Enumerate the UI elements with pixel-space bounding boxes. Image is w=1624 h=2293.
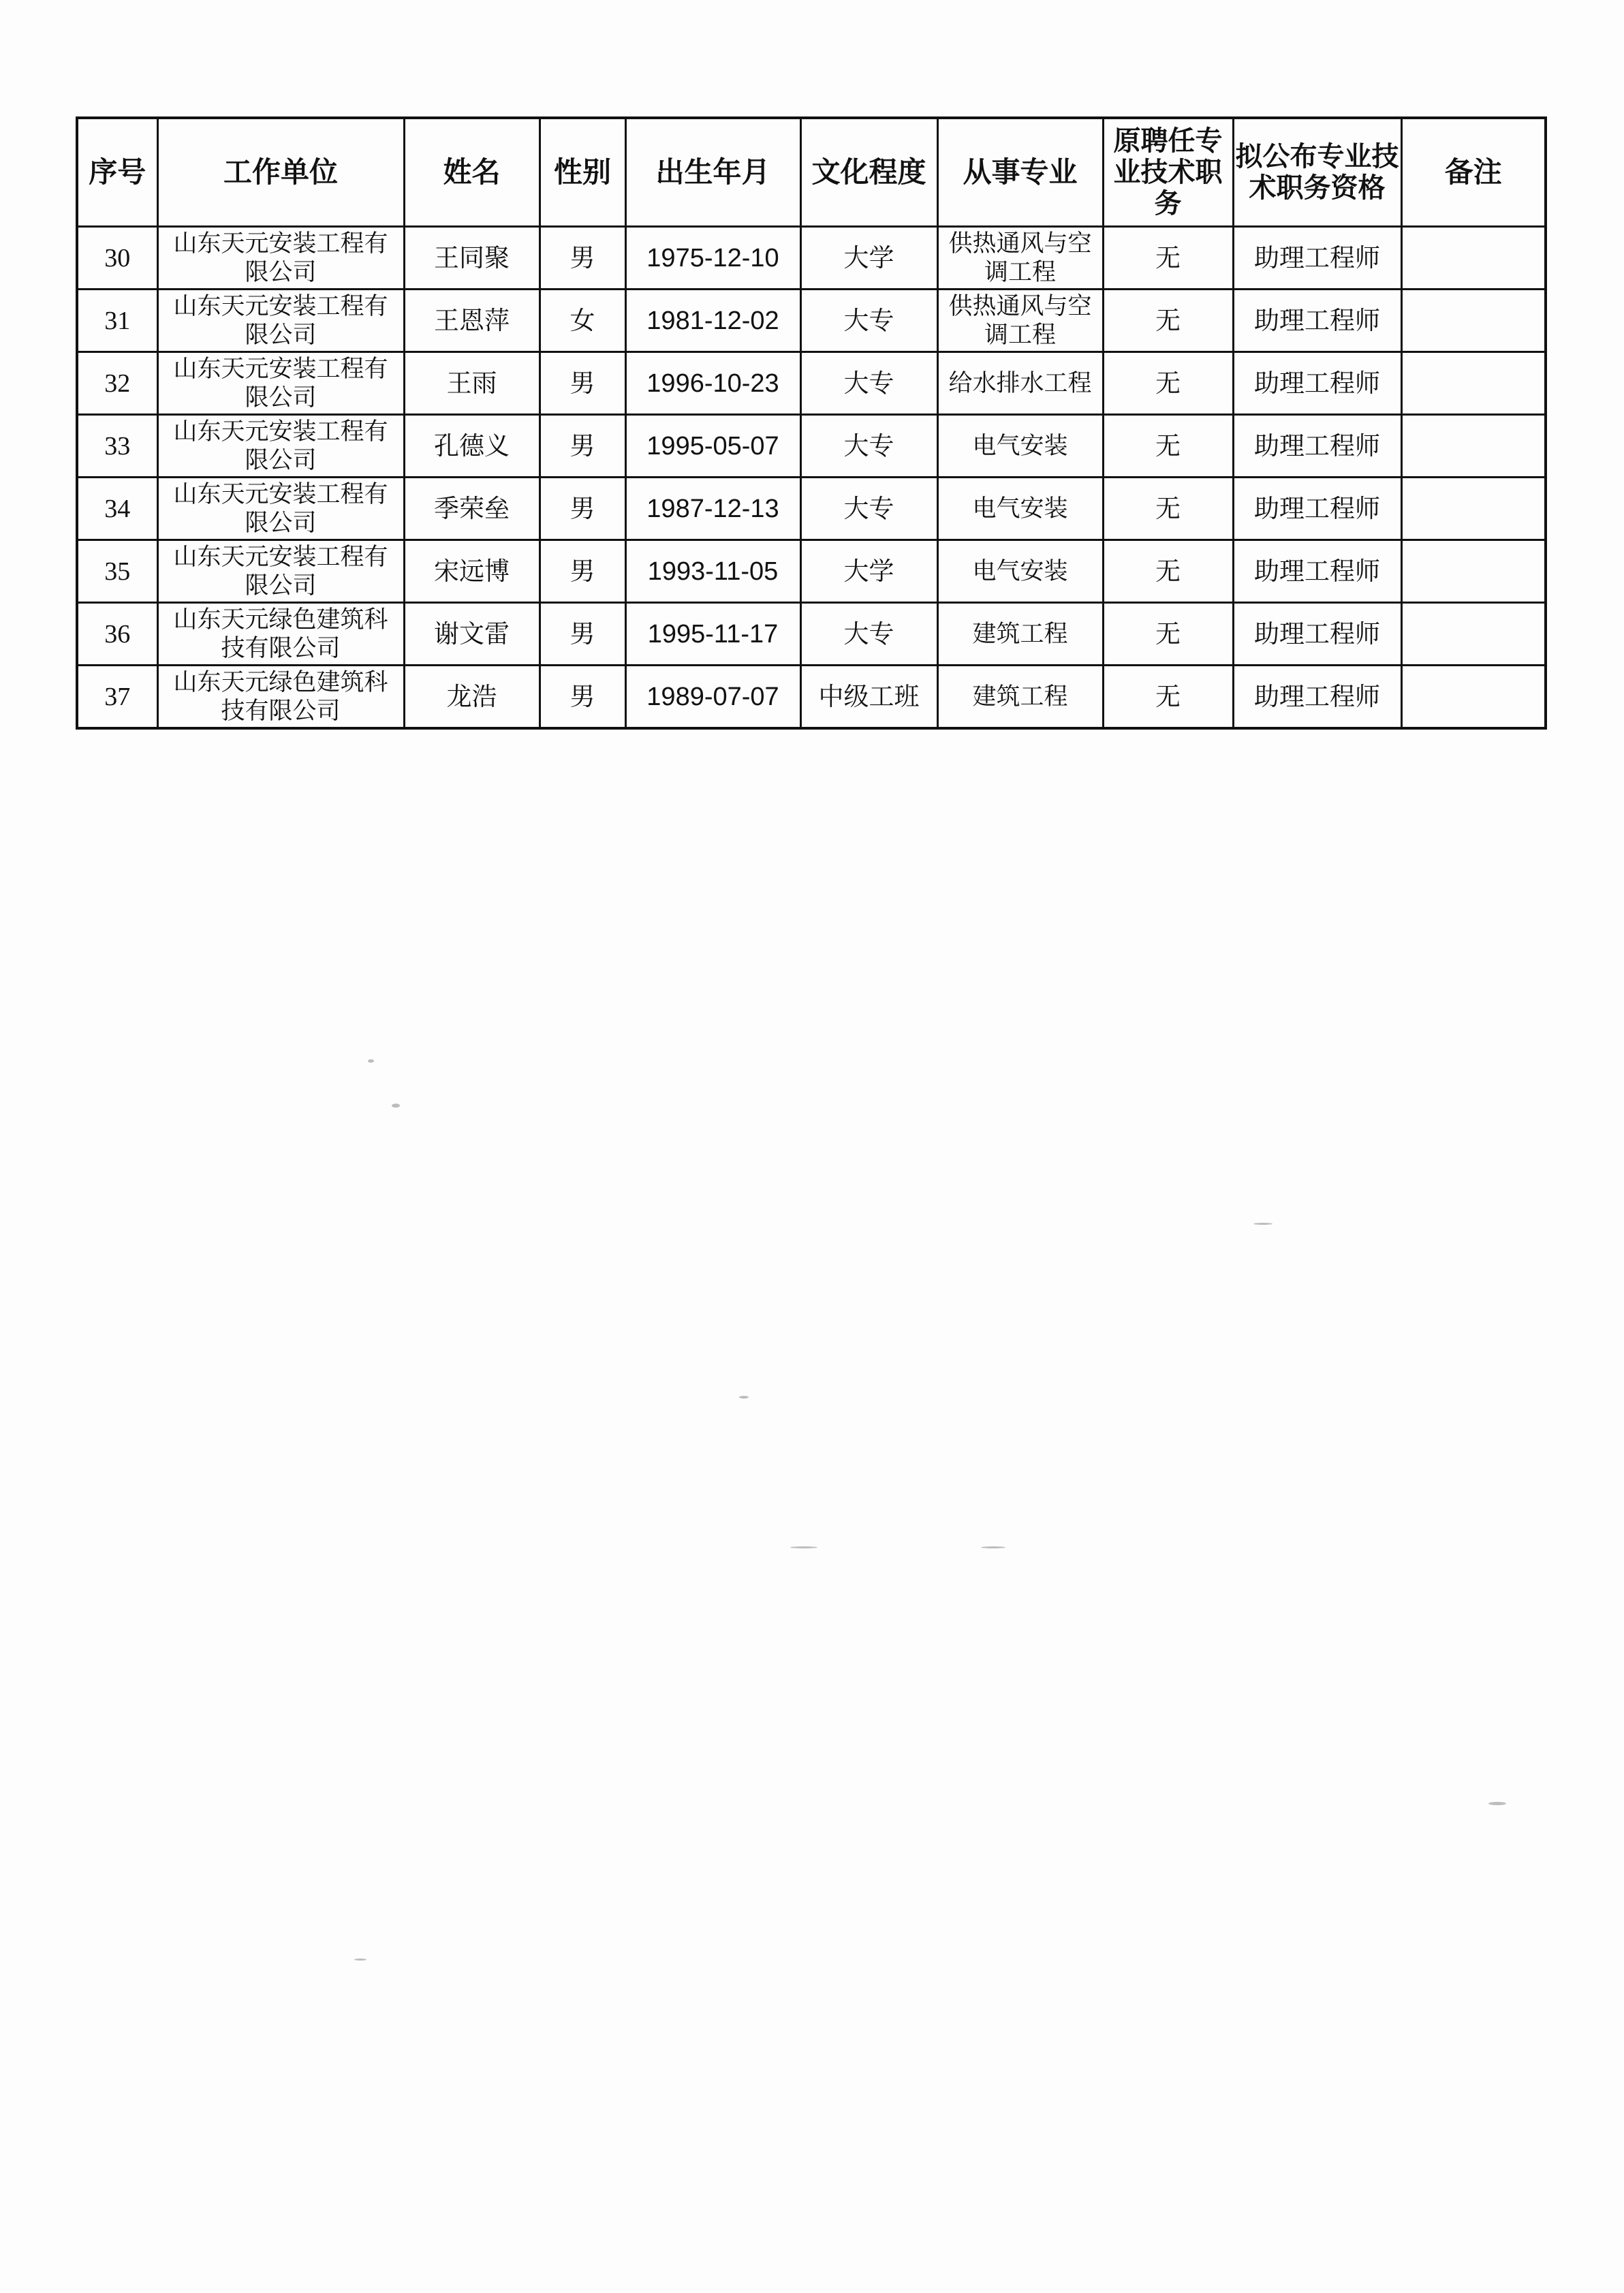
cell-proposed-qualification: 助理工程师: [1233, 290, 1401, 352]
header-specialty: 从事专业: [937, 118, 1103, 227]
cell-education: 大专: [800, 352, 937, 415]
cell-original-title: 无: [1103, 666, 1233, 729]
cell-education: 中级工班: [800, 666, 937, 729]
cell-education: 大专: [800, 415, 937, 478]
cell-employer: 山东天元安装工程有限公司: [157, 227, 404, 290]
cell-seq: 32: [77, 352, 157, 415]
table-row: [77, 415, 1546, 478]
cell-birth-date: 1996-10-23: [625, 352, 800, 415]
cell-proposed-qualification: 助理工程师: [1233, 227, 1401, 290]
table-row: [77, 290, 1546, 352]
cell-name: 孔德义: [404, 415, 540, 478]
cell-name: 龙浩: [404, 666, 540, 729]
cell-specialty: 建筑工程: [937, 603, 1103, 666]
cell-original-title: 无: [1103, 415, 1233, 478]
scan-speck: [354, 1959, 366, 1961]
cell-employer: 山东天元绿色建筑科技有限公司: [157, 666, 404, 729]
cell-birth-date: 1981-12-02: [625, 290, 800, 352]
cell-original-title: 无: [1103, 352, 1233, 415]
cell-gender: 男: [540, 666, 625, 729]
header-employer: 工作单位: [157, 118, 404, 227]
cell-specialty: 建筑工程: [937, 666, 1103, 729]
header-gender: 性别: [540, 118, 625, 227]
cell-employer: 山东天元安装工程有限公司: [157, 415, 404, 478]
scan-speck: [1253, 1223, 1272, 1225]
header-birth-date: 出生年月: [625, 118, 800, 227]
scan-speck: [368, 1059, 374, 1063]
header-seq: 序号: [77, 118, 157, 227]
cell-education: 大学: [800, 227, 937, 290]
cell-employer: 山东天元绿色建筑科技有限公司: [157, 603, 404, 666]
cell-original-title: 无: [1103, 290, 1233, 352]
cell-gender: 男: [540, 540, 625, 603]
table-row: [77, 227, 1546, 290]
cell-specialty: 电气安装: [937, 540, 1103, 603]
cell-remarks: [1401, 290, 1546, 352]
scan-speck: [739, 1396, 749, 1399]
header-education: 文化程度: [800, 118, 937, 227]
cell-gender: 男: [540, 478, 625, 540]
cell-original-title: 无: [1103, 227, 1233, 290]
cell-specialty: 电气安装: [937, 415, 1103, 478]
cell-name: 宋远博: [404, 540, 540, 603]
cell-proposed-qualification: 助理工程师: [1233, 540, 1401, 603]
cell-original-title: 无: [1103, 478, 1233, 540]
cell-remarks: [1401, 478, 1546, 540]
cell-seq: 30: [77, 227, 157, 290]
cell-education: 大专: [800, 478, 937, 540]
cell-proposed-qualification: 助理工程师: [1233, 352, 1401, 415]
cell-remarks: [1401, 352, 1546, 415]
header-name: 姓名: [404, 118, 540, 227]
cell-proposed-qualification: 助理工程师: [1233, 666, 1401, 729]
table-row: [77, 666, 1546, 729]
cell-name: 季荣垒: [404, 478, 540, 540]
cell-gender: 女: [540, 290, 625, 352]
header-proposed-qualification: 拟公布专业技术职务资格: [1233, 118, 1401, 227]
table-row: [77, 478, 1546, 540]
cell-seq: 31: [77, 290, 157, 352]
cell-birth-date: 1987-12-13: [625, 478, 800, 540]
header-remarks: 备注: [1401, 118, 1546, 227]
cell-birth-date: 1975-12-10: [625, 227, 800, 290]
scan-speck: [1488, 1802, 1506, 1805]
scan-speck: [790, 1546, 817, 1548]
cell-employer: 山东天元安装工程有限公司: [157, 290, 404, 352]
cell-birth-date: 1995-05-07: [625, 415, 800, 478]
cell-proposed-qualification: 助理工程师: [1233, 478, 1401, 540]
header-original-title: 原聘任专业技术职务: [1103, 118, 1233, 227]
cell-seq: 34: [77, 478, 157, 540]
cell-proposed-qualification: 助理工程师: [1233, 415, 1401, 478]
table-header-row: [77, 118, 1546, 227]
scan-speck: [981, 1546, 1005, 1548]
cell-seq: 33: [77, 415, 157, 478]
cell-original-title: 无: [1103, 603, 1233, 666]
cell-name: 谢文雷: [404, 603, 540, 666]
cell-seq: 36: [77, 603, 157, 666]
cell-specialty: 供热通风与空调工程: [937, 227, 1103, 290]
cell-seq: 35: [77, 540, 157, 603]
cell-employer: 山东天元安装工程有限公司: [157, 478, 404, 540]
cell-remarks: [1401, 603, 1546, 666]
cell-education: 大专: [800, 290, 937, 352]
cell-remarks: [1401, 227, 1546, 290]
cell-name: 王同聚: [404, 227, 540, 290]
table-row: [77, 603, 1546, 666]
cell-birth-date: 1993-11-05: [625, 540, 800, 603]
cell-birth-date: 1989-07-07: [625, 666, 800, 729]
cell-specialty: 供热通风与空调工程: [937, 290, 1103, 352]
cell-gender: 男: [540, 227, 625, 290]
cell-specialty: 给水排水工程: [937, 352, 1103, 415]
cell-remarks: [1401, 540, 1546, 603]
cell-employer: 山东天元安装工程有限公司: [157, 540, 404, 603]
cell-remarks: [1401, 666, 1546, 729]
cell-employer: 山东天元安装工程有限公司: [157, 352, 404, 415]
cell-gender: 男: [540, 603, 625, 666]
cell-proposed-qualification: 助理工程师: [1233, 603, 1401, 666]
table-row: [77, 352, 1546, 415]
cell-education: 大专: [800, 603, 937, 666]
cell-name: 王恩萍: [404, 290, 540, 352]
personnel-table: [76, 116, 1547, 730]
table-body: [77, 227, 1546, 729]
cell-gender: 男: [540, 352, 625, 415]
table-row: [77, 540, 1546, 603]
scan-speck: [392, 1104, 400, 1108]
cell-specialty: 电气安装: [937, 478, 1103, 540]
cell-name: 王雨: [404, 352, 540, 415]
cell-gender: 男: [540, 415, 625, 478]
cell-birth-date: 1995-11-17: [625, 603, 800, 666]
cell-seq: 37: [77, 666, 157, 729]
cell-remarks: [1401, 415, 1546, 478]
cell-education: 大学: [800, 540, 937, 603]
cell-original-title: 无: [1103, 540, 1233, 603]
